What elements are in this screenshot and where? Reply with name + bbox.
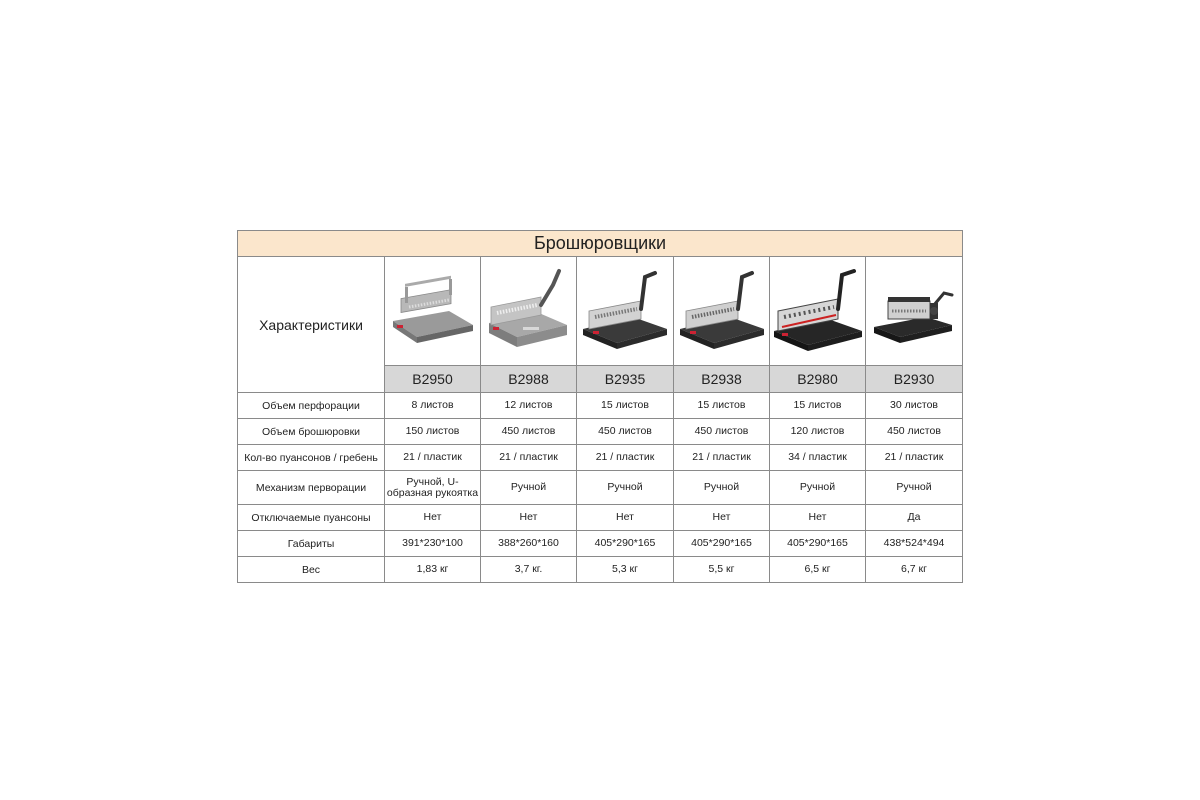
table-cell: 438*524*494 bbox=[866, 531, 963, 557]
model-name: B2930 bbox=[866, 366, 963, 393]
table-cell: 3,7 кг. bbox=[481, 557, 577, 583]
binder-black-lever-image bbox=[676, 265, 768, 357]
model-name: B2938 bbox=[674, 366, 770, 393]
table-cell: 21 / пластик bbox=[481, 445, 577, 471]
table-cell: 15 листов bbox=[674, 393, 770, 419]
table-cell: 12 листов bbox=[481, 393, 577, 419]
table-cell: Ручной bbox=[481, 471, 577, 505]
table-cell: Ручной bbox=[866, 471, 963, 505]
table-cell: 8 листов bbox=[385, 393, 481, 419]
table-row bbox=[238, 505, 963, 531]
table-cell: 15 листов bbox=[577, 393, 674, 419]
table-cell: 405*290*165 bbox=[577, 531, 674, 557]
table-cell: 34 / пластик bbox=[770, 445, 866, 471]
row-label: Отключаемые пуансоны bbox=[238, 505, 385, 531]
row-label: Вес bbox=[238, 557, 385, 583]
table-cell: Ручной, U-образная рукоятка bbox=[385, 471, 481, 505]
table-row bbox=[238, 531, 963, 557]
table-cell: Нет bbox=[481, 505, 577, 531]
table-row bbox=[238, 471, 963, 505]
row-label: Габариты bbox=[238, 531, 385, 557]
table-cell: 120 листов bbox=[770, 419, 866, 445]
binder-silver-handle-image bbox=[387, 267, 479, 355]
title-row bbox=[238, 231, 963, 257]
model-name: B2950 bbox=[385, 366, 481, 393]
table-title: Брошюровщики bbox=[238, 231, 963, 257]
row-label: Механизм перворации bbox=[238, 471, 385, 505]
characteristics-label: Характеристики bbox=[238, 257, 385, 393]
table-cell: 450 листов bbox=[577, 419, 674, 445]
image-row bbox=[238, 257, 963, 366]
product-image-cell bbox=[770, 257, 866, 366]
table-cell: 405*290*165 bbox=[770, 531, 866, 557]
product-image-cell bbox=[866, 257, 963, 366]
row-label: Объем брошюровки bbox=[238, 419, 385, 445]
spec-table bbox=[237, 230, 963, 583]
table-cell: Нет bbox=[577, 505, 674, 531]
row-label: Кол-во пуансонов / гребень bbox=[238, 445, 385, 471]
table-cell: 391*230*100 bbox=[385, 531, 481, 557]
table-cell: 15 листов bbox=[770, 393, 866, 419]
table-cell: 21 / пластик bbox=[674, 445, 770, 471]
product-image-cell bbox=[481, 257, 577, 366]
table-row bbox=[238, 393, 963, 419]
binder-silver-lever-image bbox=[483, 265, 575, 357]
product-image-cell bbox=[385, 257, 481, 366]
product-image-cell bbox=[577, 257, 674, 366]
table-cell: 5,5 кг bbox=[674, 557, 770, 583]
model-name: B2935 bbox=[577, 366, 674, 393]
table-cell: Ручной bbox=[674, 471, 770, 505]
table-cell: 21 / пластик bbox=[577, 445, 674, 471]
binder-black-red-lever-image bbox=[772, 265, 864, 357]
table-row bbox=[238, 419, 963, 445]
table-cell: Да bbox=[866, 505, 963, 531]
table-cell: 405*290*165 bbox=[674, 531, 770, 557]
model-name: B2988 bbox=[481, 366, 577, 393]
table-cell: Нет bbox=[674, 505, 770, 531]
table-cell: Нет bbox=[385, 505, 481, 531]
table-cell: 5,3 кг bbox=[577, 557, 674, 583]
table-cell: 1,83 кг bbox=[385, 557, 481, 583]
binder-black-crank-image bbox=[868, 265, 960, 357]
table-row bbox=[238, 557, 963, 583]
table-cell: 150 листов bbox=[385, 419, 481, 445]
table-cell: 30 листов bbox=[866, 393, 963, 419]
table-cell: 450 листов bbox=[481, 419, 577, 445]
table-cell: Ручной bbox=[577, 471, 674, 505]
table-cell: 450 листов bbox=[674, 419, 770, 445]
table-cell: 388*260*160 bbox=[481, 531, 577, 557]
model-name: B2980 bbox=[770, 366, 866, 393]
table-cell: 450 листов bbox=[866, 419, 963, 445]
row-label: Объем перфорации bbox=[238, 393, 385, 419]
table-cell: 6,5 кг bbox=[770, 557, 866, 583]
table-row bbox=[238, 445, 963, 471]
table-cell: 21 / пластик bbox=[866, 445, 963, 471]
table-cell: 6,7 кг bbox=[866, 557, 963, 583]
table-cell: Нет bbox=[770, 505, 866, 531]
table-cell: 21 / пластик bbox=[385, 445, 481, 471]
product-image-cell bbox=[674, 257, 770, 366]
table-cell: Ручной bbox=[770, 471, 866, 505]
binder-black-lever-image bbox=[579, 265, 671, 357]
